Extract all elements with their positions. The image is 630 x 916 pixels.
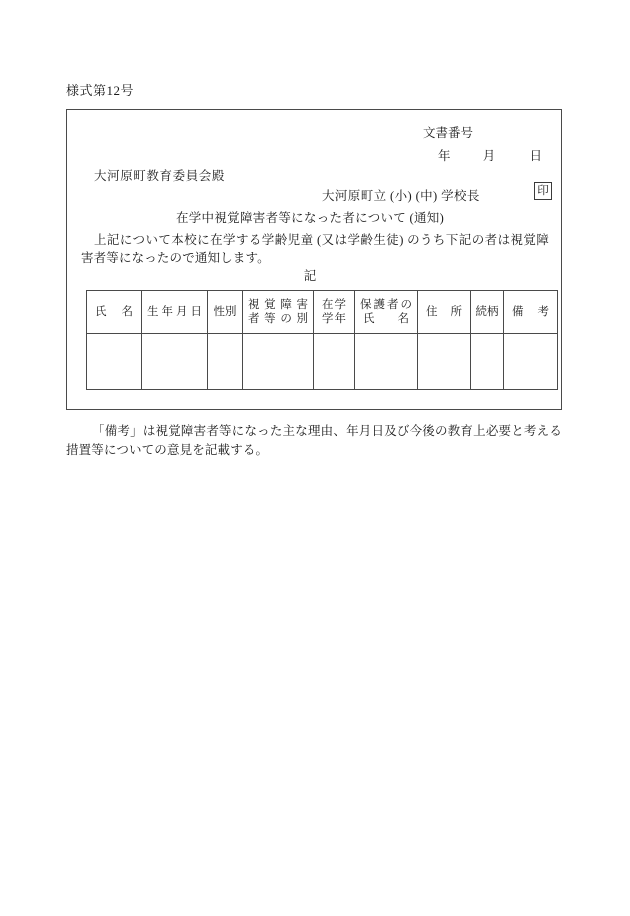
record-table — [86, 290, 558, 390]
table-header-guardian_name: 保護者の 氏名 — [355, 291, 418, 334]
addressee-line: 大河原町教育委員会殿 — [94, 169, 226, 183]
document-number-label: 文書番号 — [422, 126, 473, 140]
table-cell-birthdate[interactable] — [142, 334, 208, 390]
ki-marker: 記 — [303, 269, 317, 283]
document-title: 在学中視覚障害者等になった者について (通知) — [175, 211, 445, 225]
table-cell-name[interactable] — [87, 334, 142, 390]
document-frame — [66, 109, 562, 410]
document-date-line — [438, 146, 542, 164]
form-number-heading: 様式第12号 — [66, 83, 135, 98]
table-header-sex: 性別 — [208, 291, 243, 334]
table-cell-relation[interactable] — [471, 334, 504, 390]
table-cell-address[interactable] — [418, 334, 471, 390]
table-header-school_year: 在学 学年 — [314, 291, 355, 334]
table-cell-disability[interactable] — [243, 334, 314, 390]
table-header-address: 住所 — [418, 291, 471, 334]
body-paragraph: 上記について本校に在学する学齢児童 (又は学齢生徒) のうち下記の者は視覚障害者等になったので通知します。 — [81, 233, 549, 266]
date-year-label: 年 — [437, 149, 451, 163]
table-cell-school_year[interactable] — [314, 334, 355, 390]
table-cell-sex[interactable] — [208, 334, 243, 390]
date-month-label: 月 — [482, 149, 496, 163]
table-cell-remarks[interactable] — [504, 334, 558, 390]
date-day-label: 日 — [529, 149, 542, 163]
footer-note: 「備考」は視覚障害者等になった主な理由、年月日及び今後の教育上必要と考える措置等についての意見を記載する。 — [66, 424, 562, 457]
sender-line: 大河原町立 (小) (中) 学校長 — [322, 189, 480, 203]
table-row — [87, 334, 558, 390]
table-header-name: 氏名 — [87, 291, 142, 334]
table-header-remarks: 備考 — [504, 291, 558, 334]
table-cell-guardian_name[interactable] — [355, 334, 418, 390]
seal-stamp-box: 印 — [534, 182, 552, 200]
table-header-row — [87, 291, 558, 334]
table-header-relation: 続柄 — [471, 291, 504, 334]
table-header-birthdate: 生年月日 — [142, 291, 208, 334]
table-header-disability: 視覚障害 者等の別 — [243, 291, 314, 334]
